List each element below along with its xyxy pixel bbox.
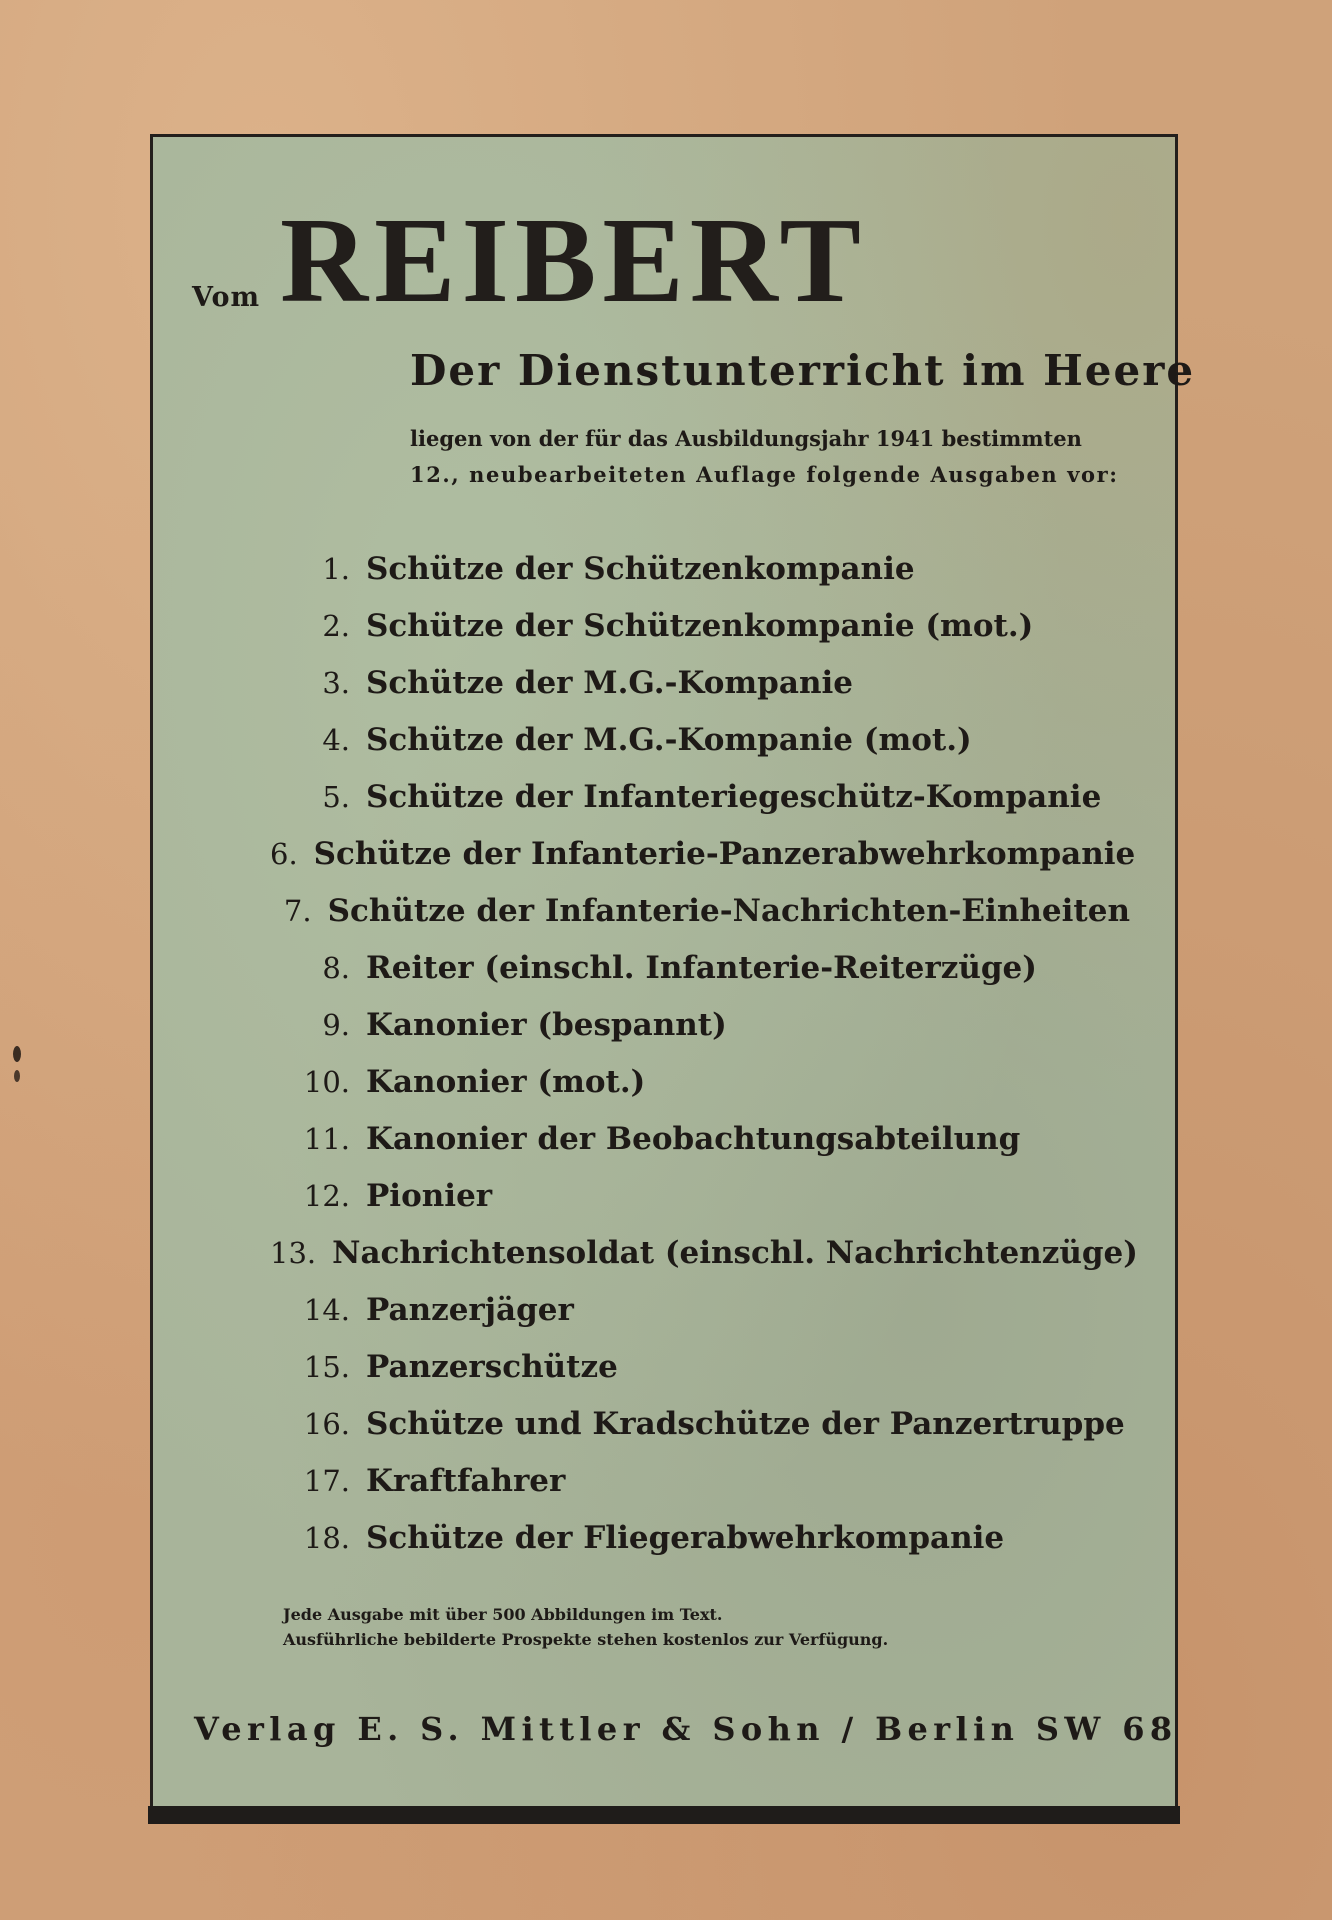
list-item bbox=[270, 1452, 1130, 1509]
list-item bbox=[270, 1053, 1130, 1110]
binding-mark bbox=[10, 1042, 24, 1092]
list-item bbox=[270, 825, 1136, 882]
edition-number: 14. bbox=[303, 1292, 350, 1327]
edition-number: 4. bbox=[322, 722, 350, 757]
edition-title: Panzerjäger bbox=[366, 1291, 574, 1328]
edition-number: 13. bbox=[270, 1235, 317, 1270]
edition-number: 9. bbox=[322, 1007, 350, 1042]
footnote-illustrations: Jede Ausgabe mit über 500 Abbildungen im Text. bbox=[283, 1605, 723, 1624]
title-prefix: Vom bbox=[192, 282, 261, 313]
edition-title: Reiter (einschl. Infanterie-Reiterzüge) bbox=[366, 949, 1037, 986]
intro-line-2: 12., neubearbeiteten Auflage folgende Ausgaben vor: bbox=[410, 462, 1119, 487]
list-item bbox=[270, 711, 1130, 768]
list-item bbox=[270, 1338, 1130, 1395]
list-item bbox=[270, 1281, 1130, 1338]
edition-number: 11. bbox=[303, 1121, 350, 1156]
edition-title: Schütze der Infanteriegeschütz-Kompanie bbox=[366, 778, 1102, 815]
edition-title: Schütze der M.G.-Kompanie bbox=[366, 664, 853, 701]
bottom-rule bbox=[148, 1806, 1180, 1824]
list-item bbox=[270, 540, 1130, 597]
edition-number: 6. bbox=[270, 836, 298, 871]
edition-number: 16. bbox=[303, 1406, 350, 1441]
edition-number: 5. bbox=[322, 779, 350, 814]
edition-number: 2. bbox=[322, 608, 350, 643]
edition-title: Schütze der Schützenkompanie (mot.) bbox=[366, 607, 1034, 644]
edition-number: 18. bbox=[303, 1520, 350, 1555]
edition-title: Schütze der Infanterie-Panzerabwehrkompanie bbox=[313, 835, 1136, 872]
list-item bbox=[270, 1395, 1130, 1452]
edition-number: 12. bbox=[303, 1178, 350, 1213]
edition-number: 3. bbox=[322, 665, 350, 700]
footnotes bbox=[283, 1602, 888, 1652]
edition-number: 17. bbox=[303, 1463, 350, 1498]
edition-title: Kanonier (mot.) bbox=[366, 1063, 646, 1100]
edition-title: Kanonier (bespannt) bbox=[366, 1006, 727, 1043]
footnote-prospectus: Ausführliche bebilderte Prospekte stehen kostenlos zur Verfügung. bbox=[283, 1630, 889, 1649]
list-item bbox=[270, 768, 1130, 825]
intro-line-1: liegen von der für das Ausbildungsjahr 1941 bestimmten bbox=[410, 426, 1082, 451]
list-item bbox=[270, 654, 1130, 711]
list-item bbox=[270, 882, 1130, 939]
edition-title: Schütze der Fliegerabwehrkompanie bbox=[366, 1519, 1005, 1556]
edition-number: 15. bbox=[303, 1349, 350, 1384]
edition-title: Schütze der M.G.-Kompanie (mot.) bbox=[366, 721, 972, 758]
page-title: REIBERT bbox=[280, 193, 867, 328]
edition-title: Schütze der Schützenkompanie bbox=[366, 550, 915, 587]
list-item bbox=[270, 996, 1130, 1053]
edition-title: Kanonier der Beobachtungsabteilung bbox=[366, 1120, 1021, 1157]
edition-number: 8. bbox=[322, 950, 350, 985]
edition-number: 10. bbox=[303, 1064, 350, 1099]
list-item bbox=[270, 1167, 1130, 1224]
intro-text bbox=[410, 421, 1119, 493]
list-item bbox=[270, 1509, 1130, 1566]
list-item bbox=[270, 597, 1130, 654]
edition-title: Panzerschütze bbox=[366, 1348, 618, 1385]
page-subtitle: Der Dienstunterricht im Heere bbox=[410, 346, 1196, 395]
edition-title: Schütze und Kradschütze der Panzertruppe bbox=[366, 1405, 1125, 1442]
list-item bbox=[270, 1224, 1138, 1281]
editions-list bbox=[270, 540, 1138, 1566]
publisher-imprint: Verlag E. S. Mittler & Sohn / Berlin SW 68 bbox=[194, 1710, 1178, 1748]
edition-title: Kraftfahrer bbox=[366, 1462, 566, 1499]
edition-number: 1. bbox=[322, 551, 350, 586]
list-item bbox=[270, 939, 1130, 996]
edition-title: Pionier bbox=[366, 1177, 493, 1214]
list-item bbox=[270, 1110, 1130, 1167]
edition-title: Schütze der Infanterie-Nachrichten-Einheiten bbox=[327, 892, 1130, 929]
edition-number: 7. bbox=[283, 893, 312, 928]
edition-title: Nachrichtensoldat (einschl. Nachrichtenzüge) bbox=[332, 1234, 1138, 1271]
